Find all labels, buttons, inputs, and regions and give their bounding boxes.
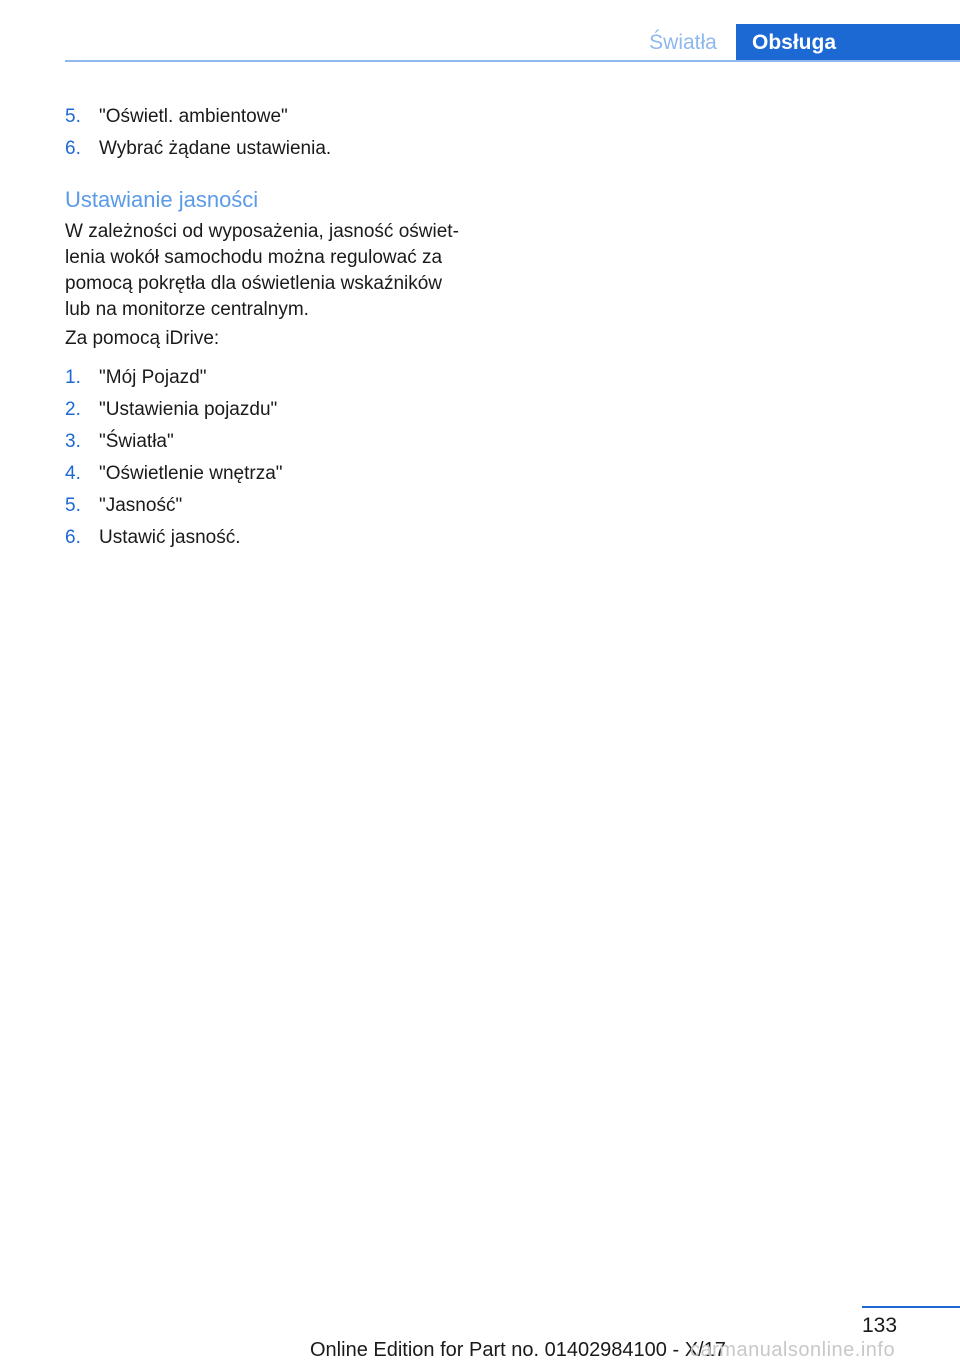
header-rule [65, 60, 960, 62]
step-text: Wybrać żądane ustawienia. [99, 138, 332, 159]
step-text: "Jasność" [99, 495, 183, 516]
step-number: 4. [65, 463, 81, 484]
paragraph-line: W zależności od wyposażenia, jasność oświet‐ [65, 221, 459, 242]
header-section-title: Światła [649, 31, 717, 54]
paragraph-line: lub na monitorze centralnym. [65, 299, 309, 320]
paragraph-line: lenia wokół samochodu można regulować za [65, 247, 443, 268]
intro-text: Za pomocą iDrive: [65, 328, 220, 349]
step-text: "Ustawienia pojazdu" [99, 399, 278, 420]
step-number: 6. [65, 527, 81, 548]
watermark-text: carmanualsonline.info [690, 1339, 896, 1361]
step-text: "Światła" [99, 431, 174, 452]
section-heading: Ustawianie jasności [65, 187, 259, 212]
step-number: 1. [65, 367, 81, 388]
step-text: "Oświetlenie wnętrza" [99, 463, 283, 484]
step-text: Ustawić jasność. [99, 527, 241, 548]
step-number: 2. [65, 399, 81, 420]
step-number: 5. [65, 495, 81, 516]
step-text: "Mój Pojazd" [99, 367, 207, 388]
body-paragraph [65, 219, 485, 323]
step-text: "Oświetl. ambientowe" [99, 106, 288, 127]
footer-rule [862, 1306, 960, 1308]
header-chapter-tab: Obsługa [736, 24, 960, 62]
page-number: 133 [862, 1314, 898, 1337]
step-number: 5. [65, 106, 81, 127]
step-number: 6. [65, 138, 81, 159]
step-number: 3. [65, 431, 81, 452]
paragraph-line: pomocą pokrętła dla oświetlenia wskaźników [65, 273, 443, 294]
footer-edition-text: Online Edition for Part no. 01402984100 - X/17 [310, 1339, 726, 1361]
